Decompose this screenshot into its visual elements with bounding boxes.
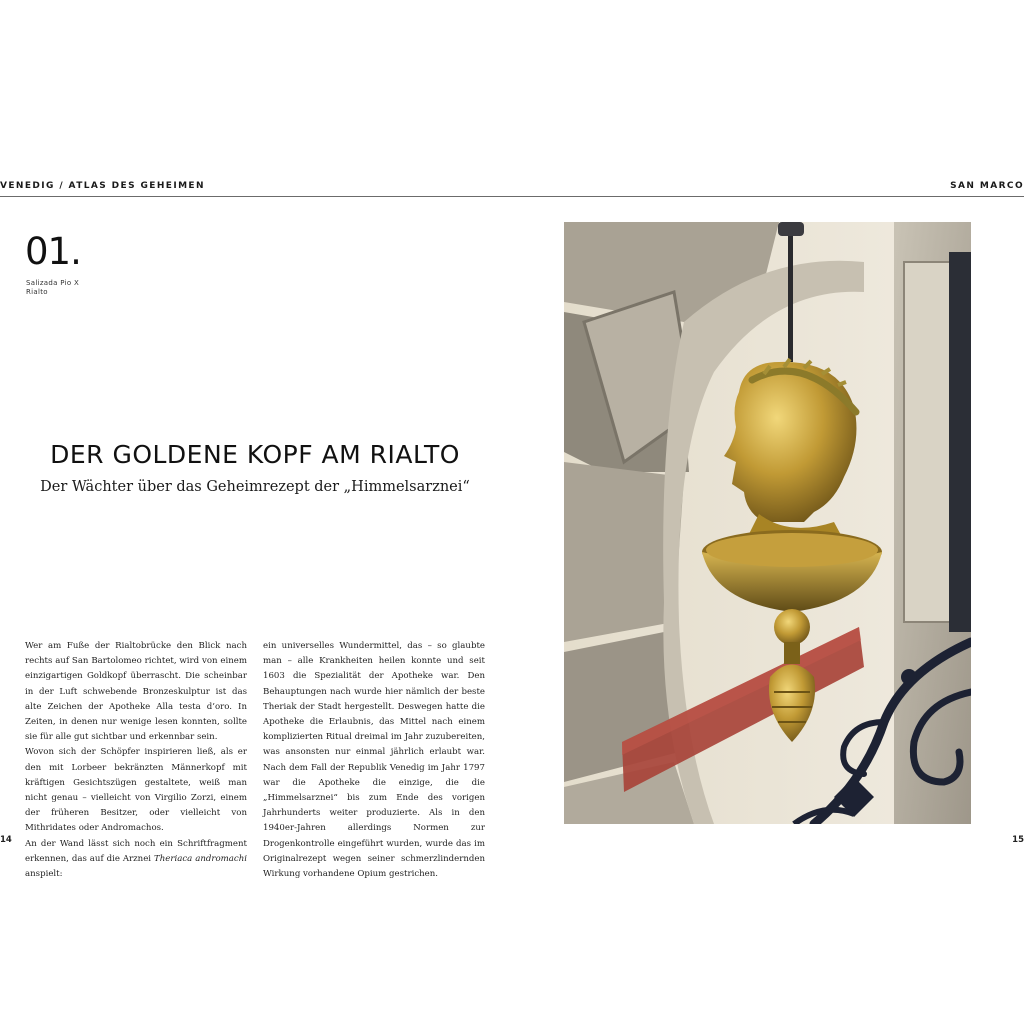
entry-location <box>26 279 79 297</box>
header-rule <box>0 196 1024 197</box>
page-number-right: 15 <box>1012 835 1024 845</box>
italic-term: Theriaca andromachi <box>154 853 248 864</box>
paragraph: ein universelles Wundermittel, das – so glaubte man – alle Krankheiten heilen konnte und seit 1603 die Spezialität der Apotheke war. Den Behauptungen nach wurde hier nämlich der beste Theriak der Stadt hergestellt. Deswegen hatte die Apotheke die Erlaubnis, das Mittel nach einem komplizierten Ritual dreimal im Jahr zuzubereiten, was ansonsten nur einmal jährlich erlaubt war. Nach dem Fall der Republik Venedig im Jahr 1797 war die Apotheke die einzige, die die „Himmelsarznei“ bis zum Ende des vorigen Jahrhunderts weiter produzierte. Als in den 1940er-Jahren allerdings Normen zur Drogenkontrolle eingeführt wurden, wurde das im Originalrezept wegen seiner schmerzlindernden Wirkung vorhandene Opium gestrichen. <box>263 641 485 880</box>
location-district: Rialto <box>26 288 48 296</box>
article-title: DER GOLDENE KOPF AM RIALTO <box>50 440 460 469</box>
paragraph: Wovon sich der Schöpfer inspirieren ließ, als er den mit Lorbeer bekränzten Männerkopf mit kräftigen Gesichtszügen gestaltete, weiß man nicht genau – vielleicht von Virgilio Zorzi, einem der früheren Besitzer, oder vielleicht von Mithridates oder Andromachos. <box>25 747 247 834</box>
running-head-right: SAN MARCO <box>950 181 1024 191</box>
article-subtitle: Der Wächter über das Geheimrezept der „Himmelsarznei“ <box>40 479 470 495</box>
body-column-1 <box>25 639 247 882</box>
body-column-2 <box>263 639 485 882</box>
page-number-left: 14 <box>0 835 12 845</box>
location-street: Salizada Pio X <box>26 279 80 287</box>
photo-illustration <box>564 222 971 824</box>
entry-number: 01. <box>25 230 81 273</box>
paragraph-text: An der Wand lässt sich noch ein Schriftfragment erkennen, das auf die Arznei <box>25 838 247 864</box>
paragraph <box>25 837 247 883</box>
paragraph-tail: anspielt: <box>25 869 63 880</box>
running-head-left: VENEDIG / ATLAS DES GEHEIMEN <box>0 181 205 191</box>
golden-head-photo <box>564 222 971 824</box>
paragraph: Wer am Fuße der Rialtobrücke den Blick nach rechts auf San Bartolomeo richtet, wird von einem einzigartigen Goldkopf überrascht. Die scheinbar in der Luft schwebende Bronzeskulptur ist das alte Zeichen der Apotheke Alla testa d’oro. In Zeiten, in denen nur wenige lesen konnten, sollte sie für alle gut sichtbar und erkennbar sein. <box>25 641 247 743</box>
